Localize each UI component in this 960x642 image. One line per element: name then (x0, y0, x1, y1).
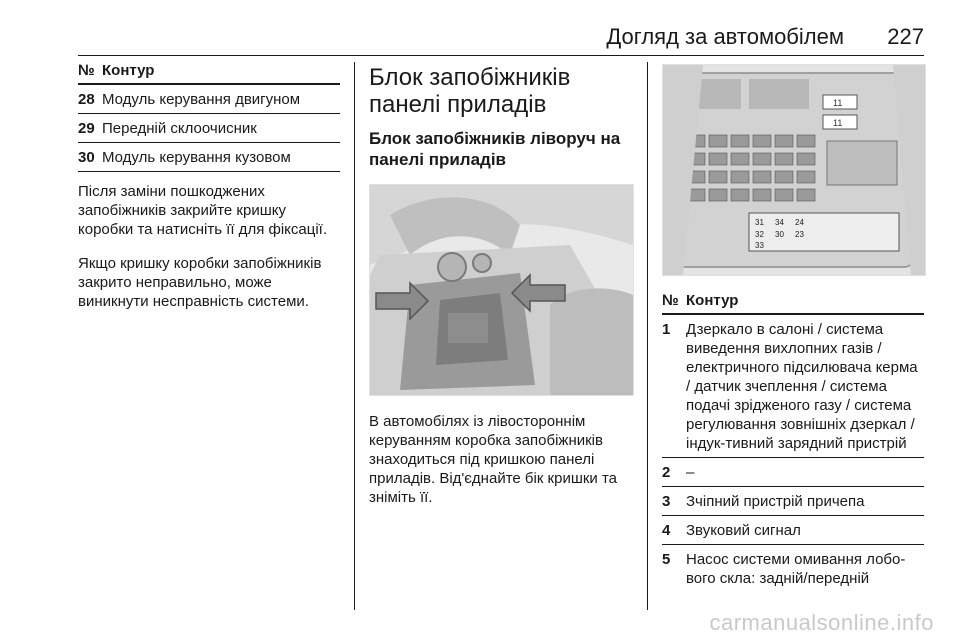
table-header-number: № (662, 292, 679, 309)
row-number: 28 (78, 91, 95, 108)
row-text: Передній склоочисник (102, 120, 257, 137)
page-title: Догляд за автомобілем (606, 24, 844, 49)
dashboard-illustration (369, 184, 634, 396)
watermark: carmanualsonline.info (709, 610, 934, 635)
row-number: 3 (662, 493, 671, 510)
row-text: Зчіпний пристрій причепа (686, 493, 865, 510)
table-row (78, 143, 340, 172)
fuse-box-illustration (662, 64, 926, 276)
section-subheading: Блок запобіжників ліворуч на панелі приладів (369, 129, 621, 169)
svg-text:32: 32 (755, 230, 764, 239)
table-row (662, 487, 924, 516)
svg-text:31: 31 (755, 218, 764, 227)
paragraph: Після заміни пошкоджених запобіжників закрийте кришку коробки та натисніть її для фіксації. (78, 183, 327, 238)
svg-text:11: 11 (833, 98, 843, 108)
table-row (662, 545, 924, 592)
page-header (78, 22, 924, 56)
fuse-box-drawing (663, 65, 925, 275)
table-row (662, 458, 924, 487)
row-text: Модуль керування кузовом (102, 149, 291, 166)
dashboard-drawing (370, 185, 633, 395)
table-row (662, 315, 924, 458)
row-text: Насос системи омивання лобо-вого скла: задній/передній (686, 551, 906, 587)
left-column (78, 62, 340, 326)
svg-text:34: 34 (775, 218, 784, 227)
row-number: 30 (78, 149, 95, 166)
row-number: 29 (78, 120, 95, 137)
row-number: 5 (662, 551, 671, 568)
svg-text:33: 33 (755, 241, 764, 250)
table-row (78, 85, 340, 114)
svg-text:24: 24 (795, 218, 804, 227)
row-text: Дзеркало в салоні / система виведення вихлопних газів / електричного підсилювача керма / датчик зчеплення / система подачі зрідженого газу / система регулювання зовнішніх дзеркал / індук-тивний зарядний пристрій (686, 321, 918, 452)
column-divider-left (354, 62, 355, 610)
right-column (662, 64, 924, 592)
table-header-label: Контур (102, 62, 155, 79)
row-text: Модуль керування двигуном (102, 91, 301, 108)
header-divider (78, 55, 924, 56)
table-header-number: № (78, 62, 95, 79)
table-row (662, 516, 924, 545)
svg-text:30: 30 (775, 230, 784, 239)
svg-text:11: 11 (833, 118, 843, 128)
row-number: 4 (662, 522, 671, 539)
section-heading: Блок запобіжників панелі приладів (369, 64, 571, 118)
page-number: 227 (887, 24, 924, 49)
row-text: Звуковий сигнал (686, 522, 801, 539)
table-header-label: Контур (686, 292, 739, 309)
svg-text:23: 23 (795, 230, 804, 239)
left-table-header (78, 62, 340, 85)
row-number: 2 (662, 464, 671, 481)
column-divider-right (647, 62, 648, 610)
row-text: – (686, 464, 695, 481)
right-table-header (662, 292, 924, 315)
table-row (78, 114, 340, 143)
paragraph: Якщо кришку коробки запобіжників закрито неправильно, може виникнути несправність системи. (78, 255, 322, 310)
row-number: 1 (662, 321, 671, 338)
middle-column (369, 64, 634, 522)
image-caption: В автомобілях із лівостороннім керуванням коробка запобіжників знаходиться під кришкою панелі приладів. Від'єднайте бік кришки та зніміть її. (369, 413, 618, 506)
